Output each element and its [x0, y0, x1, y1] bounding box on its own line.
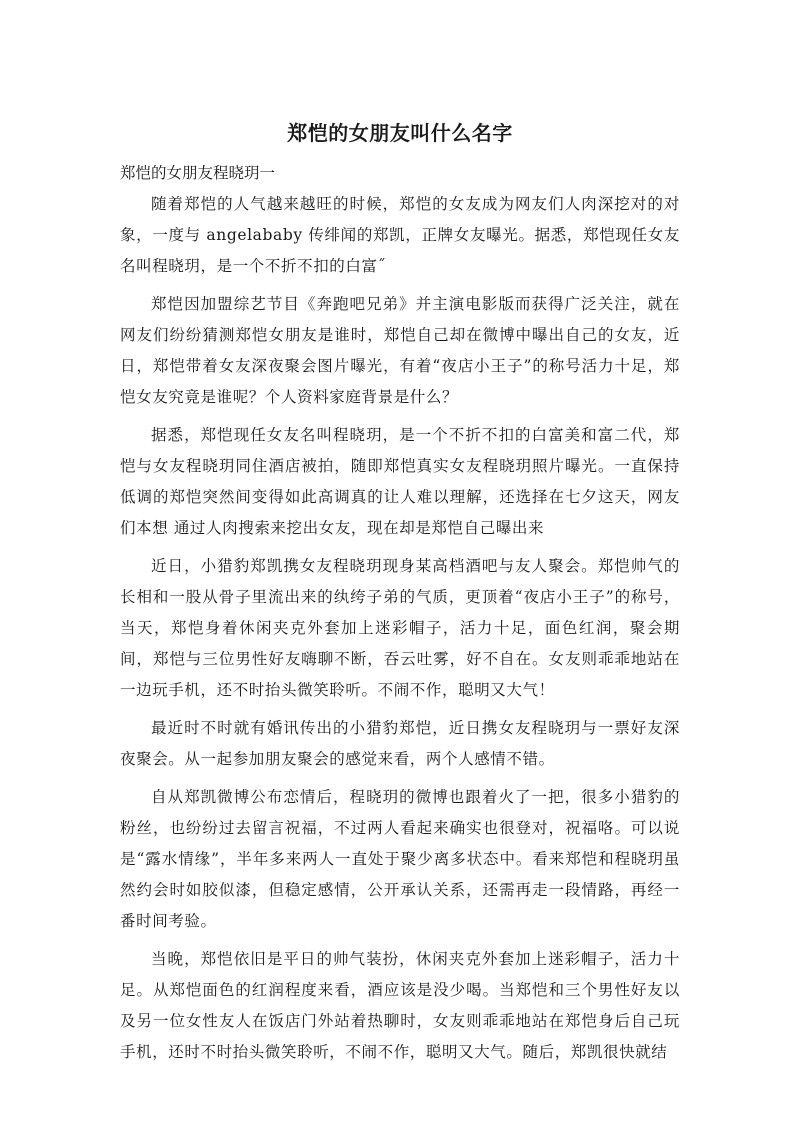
paragraph: 当晚，郑恺依旧是平日的帅气装扮，休闲夹克外套加上迷彩帽子，活力十足。从郑恺面色的红润程度来看，酒应该是没少喝。当郑恺和三个男性好友以及另一位女性友人在饭店门外站着热聊时，女友则乖乖地站在郑恺身后自己玩手机，还时不时抬头微笑聆听，不闹不作，聪明又大气。随后，郑凯很快就结	[120, 950, 680, 1061]
paragraph: 自从郑凯微博公布恋情后，程晓玥的微博也跟着火了一把，很多小猎豹的粉丝，也纷纷过去留言祝福，不过两人看起来确实也很登对，祝福咯。可以说是“露水情缘”，半年多来两人一直处于聚少离多状态中。看来郑恺和程晓玥虽然约会时如胶似漆，但稳定感情，公开承认关系，还需再走一段情路，再经一番时间考验。	[120, 788, 680, 930]
document-page	[120, 118, 680, 1075]
paragraph: 最近时不时就有婚讯传出的小猎豹郑恺，近日携女友程晓玥与一票好友深夜聚会。从一起参加朋友聚会的感觉来看，两个人感情不错。	[120, 719, 680, 768]
paragraph: 据悉，郑恺现任女友名叫程晓玥，是一个不折不扣的白富美和富二代，郑恺与女友程晓玥同住酒店被拍，随即郑恺真实女友程晓玥照片曝光。一直保持低调的郑恺突然间变得如此高调真的让人难以理解，还选择在七夕这天，网友们本想 通过人肉搜索来挖出女友，现在却是郑恺自己曝出来	[120, 426, 680, 537]
paragraph: 郑恺因加盟综艺节目《奔跑吧兄弟》并主演电影版而获得广泛关注，就在网友们纷纷猜测郑恺女朋友是谁时，郑恺自己却在微博中曝出自己的女友，近日，郑恺带着女友深夜聚会图片曝光，有着“夜店小王子”的称号活力十足，郑恺女友究竟是谁呢？个人资料家庭背景是什么？	[120, 295, 680, 406]
paragraph: 随着郑恺的人气越来越旺的时候，郑恺的女友成为网友们人肉深挖对的对象，一度与 angelababy 传绯闻的郑凯，正牌女友曝光。据悉，郑恺现任女友名叫程晓玥，是一个不折不扣的白富˝	[120, 195, 680, 275]
document-subtitle: 郑恺的女朋友程晓玥一	[120, 164, 276, 182]
document-title: 郑恺的女朋友叫什么名字	[287, 121, 513, 145]
paragraph: 近日，小猎豹郑凯携女友程晓玥现身某高档酒吧与友人聚会。郑恺帅气的长相和一股从骨子里流出来的纨绔子弟的气质，更顶着“夜店小王子”的称号，当天，郑恺身着休闲夹克外套加上迷彩帽子，活力十足，面色红润，聚会期间，郑恺与三位男性好友嗨聊不断，吞云吐雾，好不自在。女友则乖乖地站在一边玩手机，还不时抬头微笑聆听。不闹不作，聪明又大气！	[120, 557, 680, 699]
